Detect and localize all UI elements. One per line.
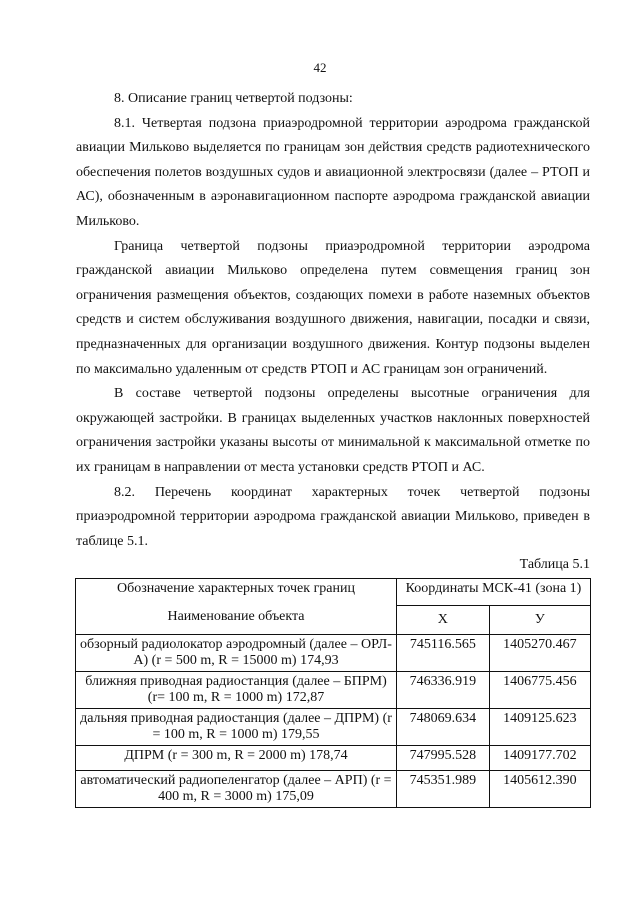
page-number: 42 [313,60,327,75]
row-x: 745351.989 [397,771,490,808]
table-row [76,635,591,672]
row-x: 748069.634 [397,709,490,746]
row-name: ДПРМ (r = 300 m, R = 2000 m) 178,74 [76,746,397,771]
table-row [76,771,591,808]
coordinates-table [75,578,591,808]
paragraph-height-limits: В составе четвертой подзоны определены высотные ограничения для окружающей застройки. В границах выделенных участков наклонных поверхностей ограничения застройки указаны высоты от минимальной к максимальной отметке по их границам в направлении от места установки средств РТОП и АС. [76,386,590,475]
paragraph-8-2: 8.2. Перечень координат характерных точек четвертой подзоны приаэродромной территории аэродрома гражданской авиации Мильково, приведен в таблице 5.1. [76,484,590,549]
row-name: ближняя приводная радиостанция (далее – БПРМ) (r= 100 m, R = 1000 m) 172,87 [76,672,397,709]
header-coordinates: Координаты МСК-41 (зона 1) [397,579,591,606]
row-name: автоматический радиопеленгатор (далее – АРП) (r = 400 m, R = 3000 m) 175,09 [76,771,397,808]
row-y: 1405270.467 [489,635,590,672]
table-row [76,746,591,771]
row-x: 747995.528 [397,746,490,771]
paragraph-8-1: 8.1. Четвертая подзона приаэродромной территории аэродрома гражданской авиации Мильково выделяется по границам зон действия средств радиотехнического обеспечения полетов воздушных судов и авиационной электросвязи (далее – РТОП и АС), обозначенным в аэронавигационном паспорте аэродрома гражданской авиации Мильково. [76,115,590,229]
header-object-name-line2: Наименование объекта [167,609,305,625]
row-y: 1409177.702 [489,746,590,771]
row-name: обзорный радиолокатор аэродромный (далее – ОРЛ-А) (r = 500 m, R = 15000 m) 174,93 [76,635,397,672]
table-row [76,709,591,746]
row-y: 1406775.456 [489,672,590,709]
row-x: 745116.565 [397,635,490,672]
header-y: У [489,606,590,635]
table-caption: Таблица 5.1 [519,557,590,573]
row-name: дальняя приводная радиостанция (далее – ДПРМ) (r = 100 m, R = 1000 m) 179,55 [76,709,397,746]
row-y: 1405612.390 [489,771,590,808]
section-heading: 8. Описание границ четвертой подзоны: [114,91,353,106]
row-y: 1409125.623 [489,709,590,746]
header-object-name-line1: Обозначение характерных точек границ [116,581,355,597]
row-x: 746336.919 [397,672,490,709]
header-x: X [397,606,490,635]
header-object-name [76,579,397,635]
document-body [76,87,590,808]
paragraph-boundary: Граница четвертой подзоны приаэродромной территории аэродрома гражданской авиации Мильково определена путем совмещения границ зон ограничения размещения объектов, создающих помехи в работе наземных объектов средств и систем обслуживания воздушного движения, навигации, посадки и связи, предназначенных для организации воздушного движения. Контур подзоны выделен по максимально удаленным от средств РТОП и АС границам зон ограничений. [76,238,590,377]
table-row [76,672,591,709]
table-header-row [76,579,591,606]
